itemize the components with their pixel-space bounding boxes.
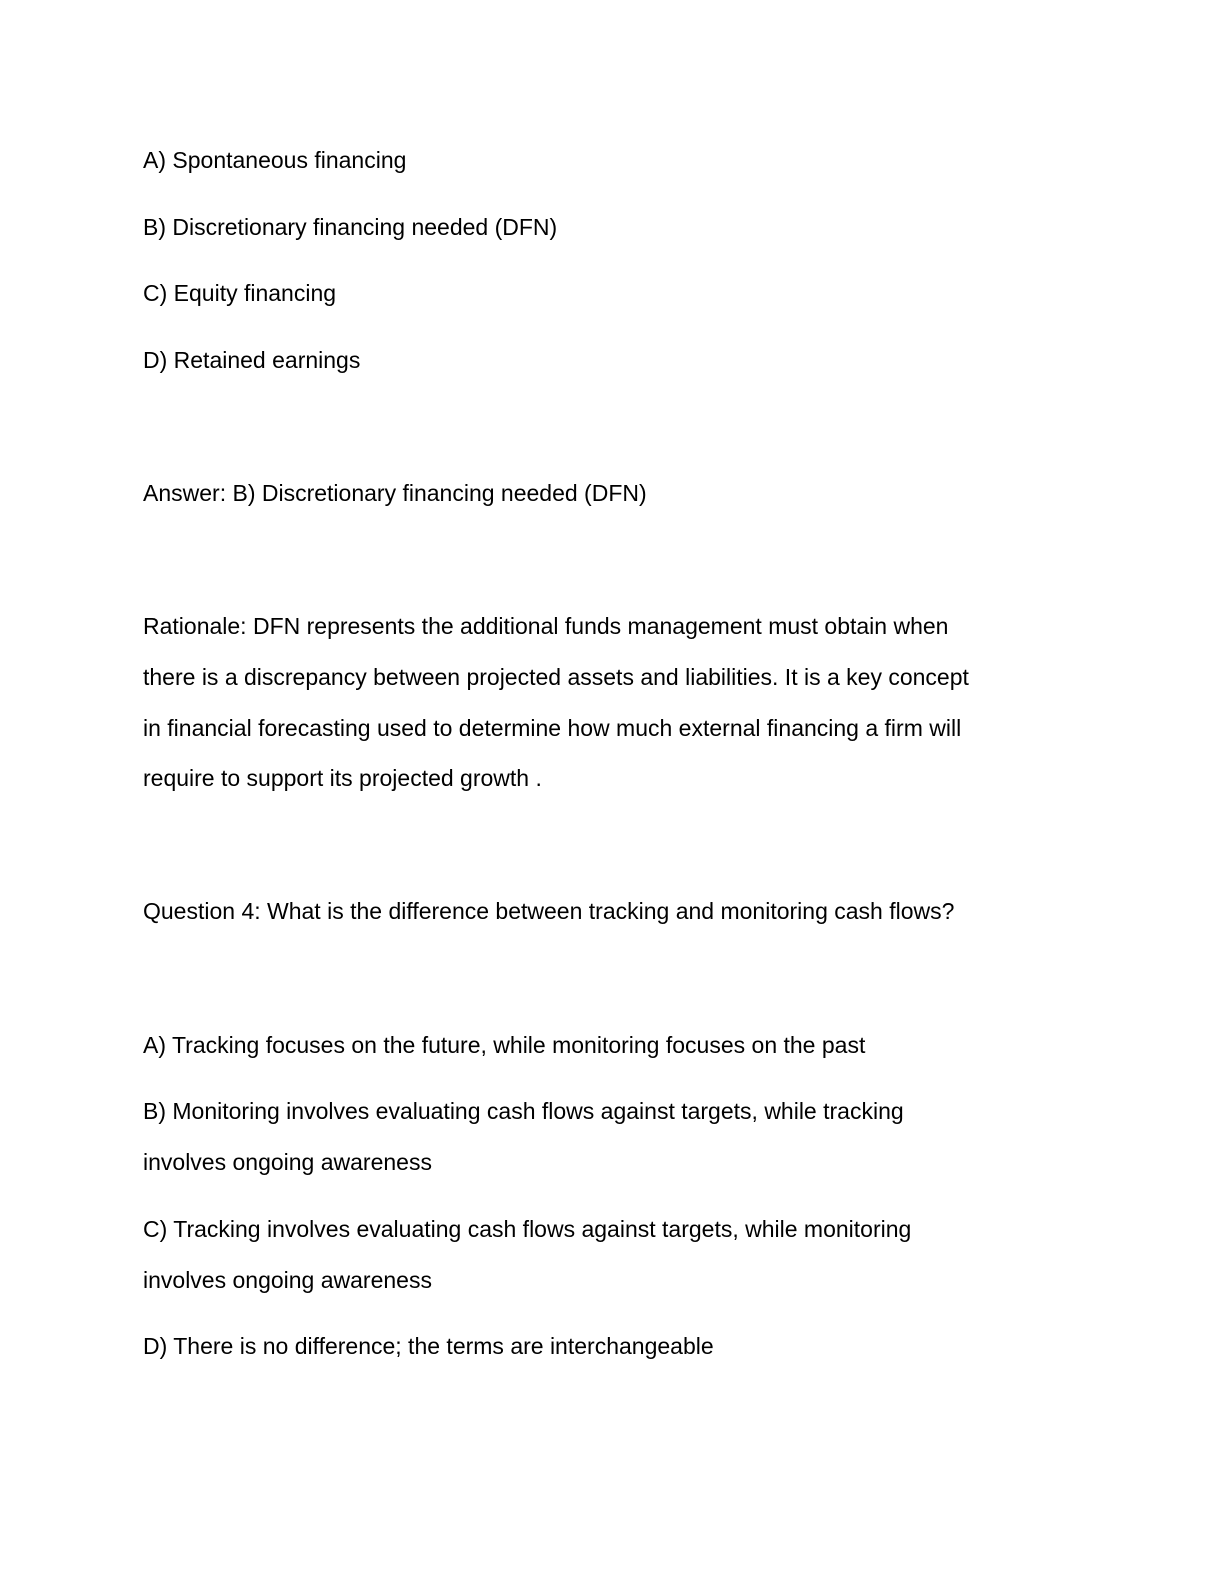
q4-option-a: A) Tracking focuses on the future, while monitoring focuses on the past xyxy=(143,1032,866,1058)
q3-rationale-line-2: there is a discrepancy between projected assets and liabilities. It is a key concept xyxy=(143,664,969,690)
q4-option-b-line-1: B) Monitoring involves evaluating cash flows against targets, while tracking xyxy=(143,1098,904,1124)
q3-rationale-line-1: Rationale: DFN represents the additional funds management must obtain when xyxy=(143,613,949,639)
q3-option-c: C) Equity financing xyxy=(143,280,337,306)
q4-option-b-line-2: involves ongoing awareness xyxy=(143,1149,432,1175)
q3-option-d: D) Retained earnings xyxy=(143,347,361,373)
q4-option-c-line-2: involves ongoing awareness xyxy=(143,1267,432,1293)
q3-answer: Answer: B) Discretionary financing needed (DFN) xyxy=(143,480,647,506)
q3-option-a: A) Spontaneous financing xyxy=(143,147,407,173)
q4-question: Question 4: What is the difference between tracking and monitoring cash flows? xyxy=(143,898,955,924)
q4-option-d: D) There is no difference; the terms are interchangeable xyxy=(143,1333,714,1359)
q3-option-b: B) Discretionary financing needed (DFN) xyxy=(143,214,558,240)
q3-rationale-line-3: in financial forecasting used to determine how much external financing a firm will xyxy=(143,715,962,741)
q4-option-c-line-1: C) Tracking involves evaluating cash flows against targets, while monitoring xyxy=(143,1216,912,1242)
q3-rationale-line-4: require to support its projected growth . xyxy=(143,765,542,791)
